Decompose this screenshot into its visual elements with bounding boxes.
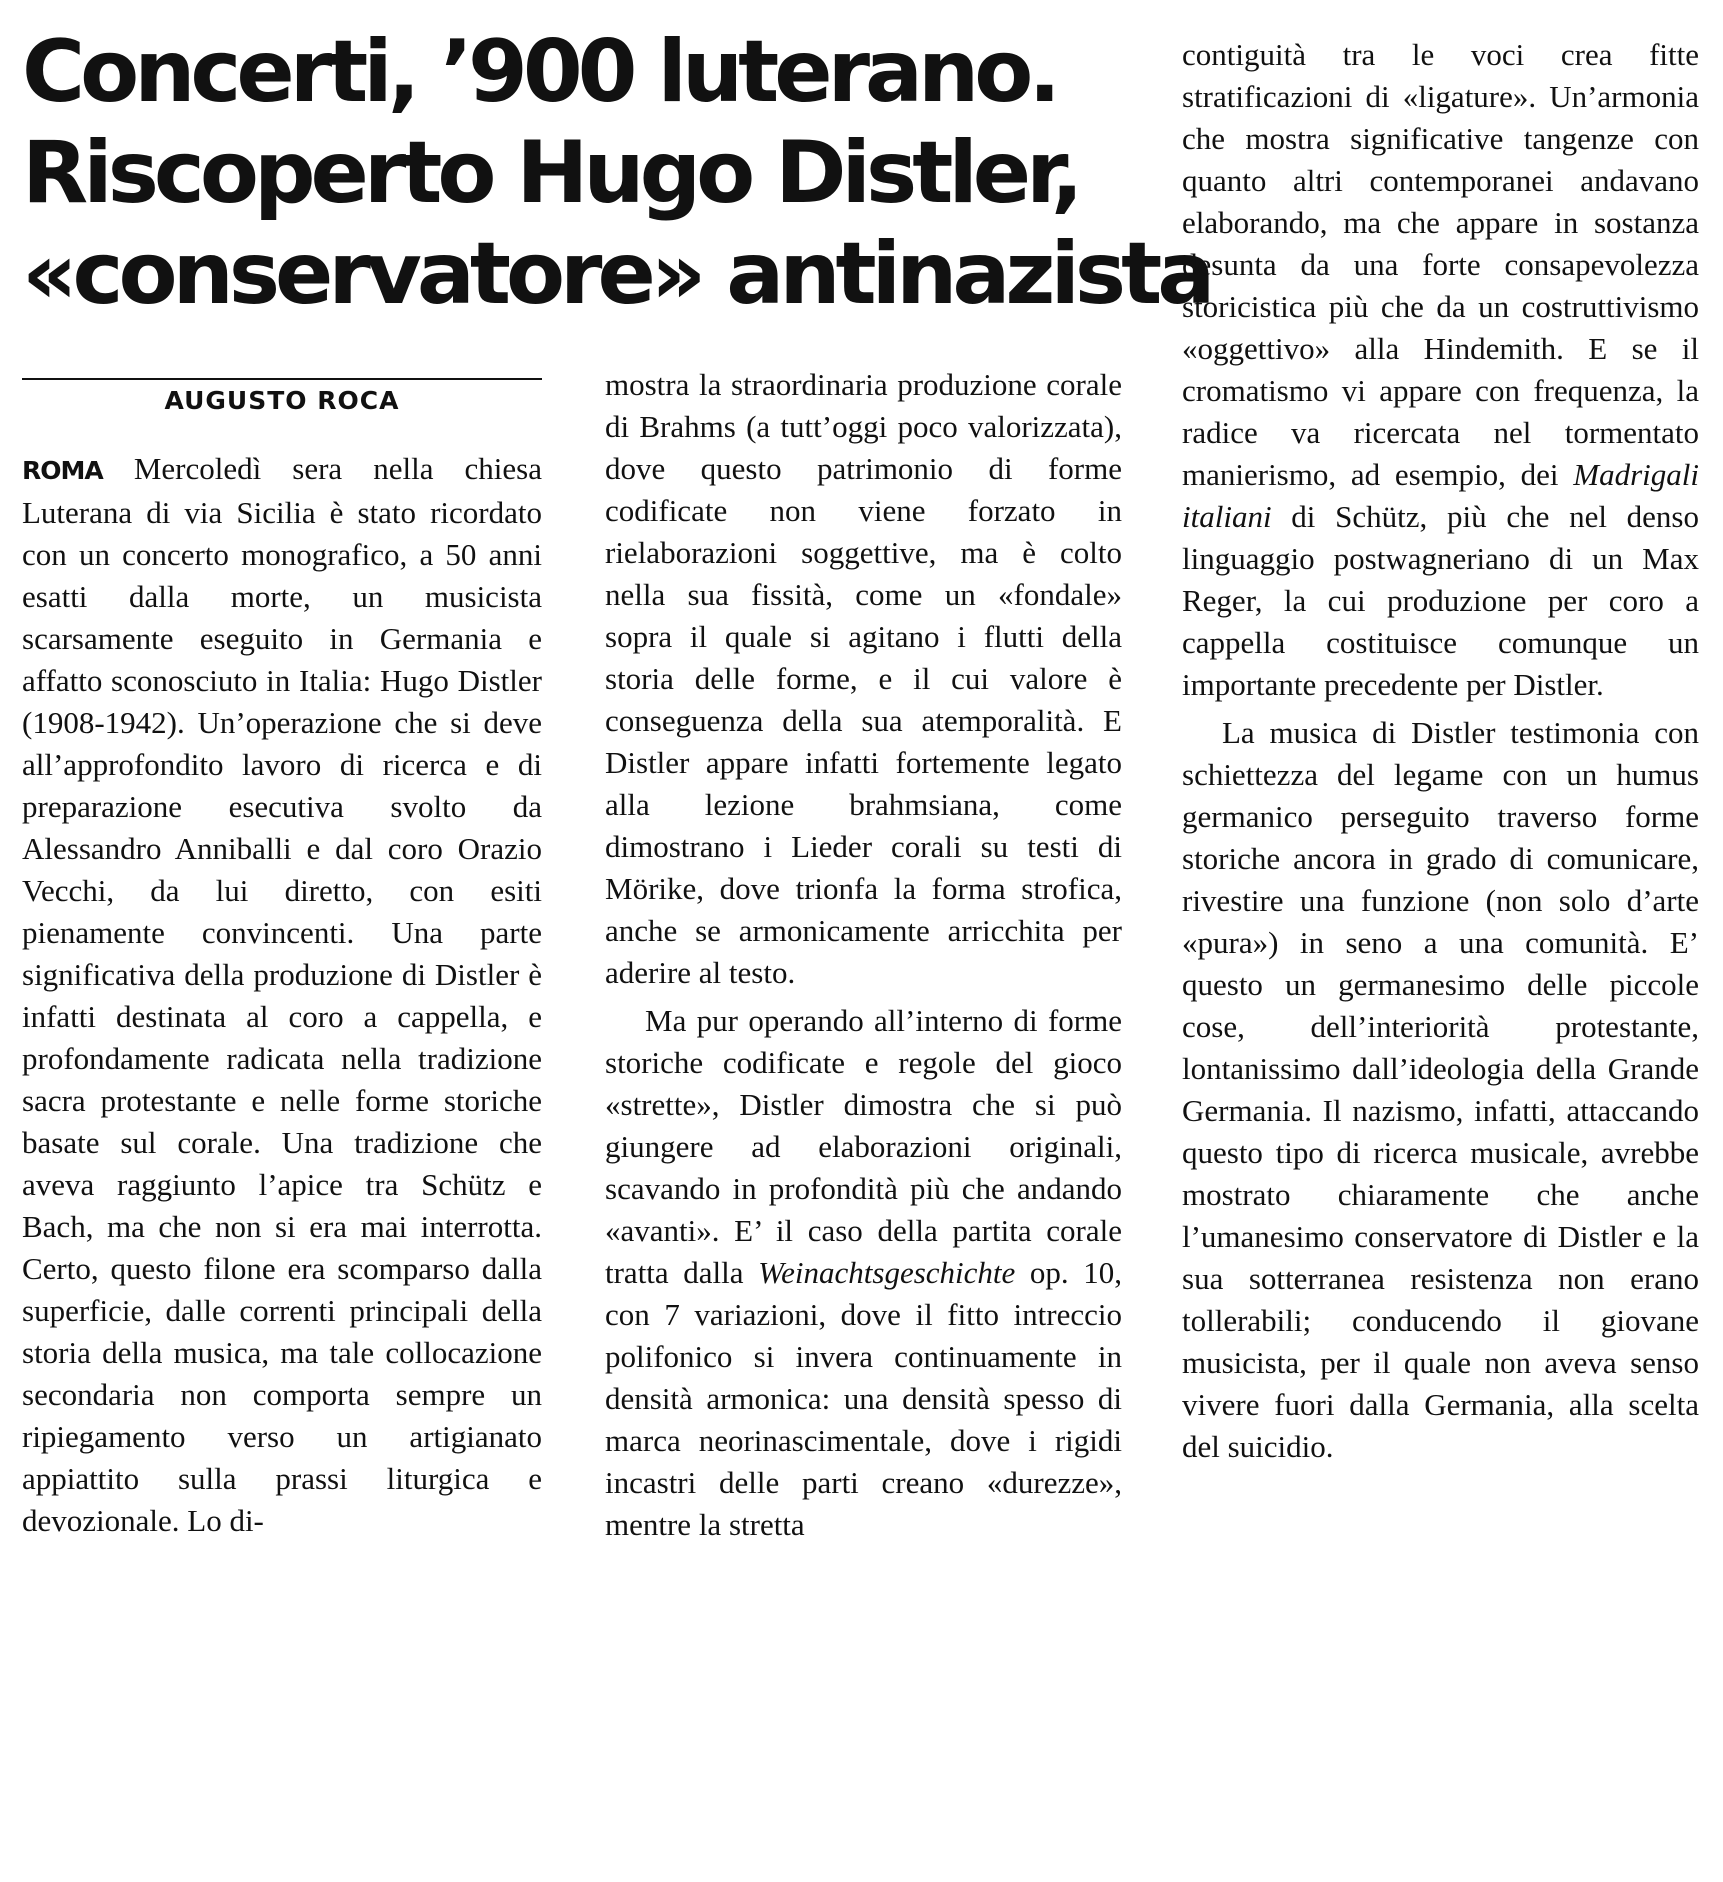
byline-rule: [22, 378, 542, 380]
paragraph: [22, 448, 542, 1542]
body-text: Ma pur operando all’interno di forme storiche codificate e regole del gioco «strette», Distler dimostra che si può giungere ad elaborazioni originali, scavando in profondità più che andando «avanti». E’ il caso della partita corale tratta dalla: [605, 1003, 1122, 1290]
paragraph: [1182, 34, 1699, 706]
body-text: Mercoledì sera nella chiesa Luterana di via Sicilia è stato ricordato con un concerto monografico, a 50 anni esatti dalla morte, un musicista scarsamente eseguito in Germania e affatto sconosciuto in Italia: Hugo Distler (1908-1942). Un’operazione che si deve all’approfondito lavoro di ricerca e di preparazione esecutiva svolto da Alessandro Anniballi e dal coro Orazio Vecchi, da lui diretto, con esiti pienamente convincenti. Una parte significativa della produzione di Distler è infatti destinata al coro a cappella, e profondamente radicata nella tradizione sacra protestante e nelle forme storiche basate sul corale. Una tradizione che aveva raggiunto l’apice tra Schütz e Bach, ma che non si era mai interrotta. Certo, questo filone era scomparso dalla superficie, dalle correnti principali della storia della musica, ma tale collocazione secondaria non comporta sempre un ripiegamento verso un artigianato appiattito sulla prassi liturgica e devozionale. Lo di-: [22, 451, 543, 1538]
paragraph: La musica di Distler testimonia con schiettezza del legame con un humus germanico perseguito traverso forme storiche ancora in grado di comunicare, rivestire una funzione (non solo d’arte «pura») in seno a una comunità. E’ questo un germanesimo delle piccole cose, dell’interiorità protestante, lontanissimo dall’ideologia della Grande Germania. Il nazismo, infatti, attaccando questo tipo di ricerca musicale, avrebbe mostrato chiaramente che anche l’umanesimo conservatore di Distler e la sua sotterranea resistenza non erano tollerabili; conducendo il giovane musicista, per il quale non aveva senso vivere fuori dalla Germania, alla scelta del suicidio.: [1182, 715, 1699, 1464]
dateline: ROMA: [22, 456, 103, 485]
article-column-1: [22, 448, 542, 1542]
paragraph: [605, 1000, 1122, 1546]
body-text: di Schütz, più che nel denso linguaggio postwagneriano di un Max Reger, la cui produzione per coro a cappella costituisce comunque un importante precedente per Distler.: [1182, 499, 1699, 702]
byline: AUGUSTO ROCA: [164, 386, 400, 415]
body-text: op. 10, con 7 variazioni, dove il fitto intreccio polifonico si invera continuamente in densità armonica: una densità spesso di marca neorinascimentale, dove i rigidi incastri delle parti creano «durezze», mentre la stretta: [605, 1255, 1122, 1542]
article-column-3: [1182, 34, 1699, 1468]
work-title: Madrigali italiani: [1182, 457, 1699, 534]
headline-line-1: Concerti, ’900 luterano.: [22, 22, 1057, 122]
headline: [22, 22, 1211, 325]
article-column-2: [605, 364, 1122, 1546]
work-title: Weinachtsgeschichte: [758, 1255, 1016, 1290]
paragraph: mostra la straordinaria produzione corale di Brahms (a tutt’oggi poco valorizzata), dove questo patrimonio di forme codificate non viene forzato in rielaborazioni soggettive, ma è colto nella sua fissità, come un «fondale» sopra il quale si agitano i flutti della storia delle forme, e il cui valore è conseguenza della sua atemporalità. E Distler appare infatti fortemente legato alla lezione brahmsiana, come dimostrano i Lieder corali su testi di Mörike, dove trionfa la forma strofica, anche se armonicamente arricchita per aderire al testo.: [605, 367, 1122, 990]
headline-line-2: Riscoperto Hugo Distler,: [22, 123, 1079, 223]
headline-line-3: «conservatore» antinazista: [22, 224, 1211, 324]
body-text: contiguità tra le voci crea fitte stratificazioni di «ligature». Un’armonia che mostra significative tangenze con quanto altri contemporanei andavano elaborando, ma che appare in sostanza desunta da una forte consapevolezza storicistica più che da un costruttivismo «oggettivo» alla Hindemith. E se il cromatismo vi appare con frequenza, la radice va ricercata nel tormentato manierismo, ad esempio, dei: [1182, 37, 1699, 492]
